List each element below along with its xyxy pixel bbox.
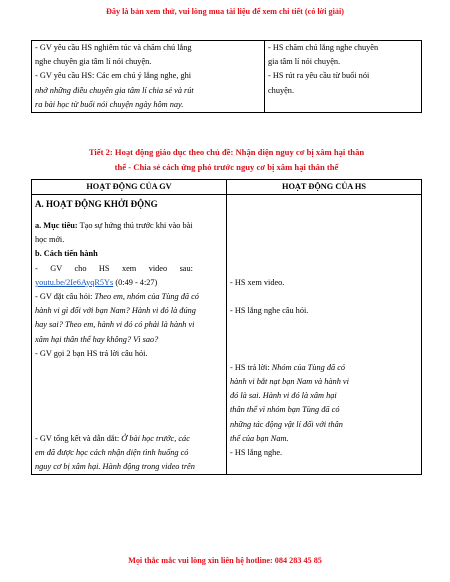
column-header-gv: HOẠT ĐỘNG CỦA GV [32,180,227,195]
hs-cell [265,41,422,113]
muc-tieu: a. Mục tiêu: Tạo sự hứng thú trước khi vào bài [35,221,193,230]
column-header-hs: HOẠT ĐỘNG CỦA HS [227,180,422,195]
gv-summary: em đã được học cách nhận diện tình huống có [35,448,189,457]
hs-answer: đó là sai. Hành vi đó là xâm hại [230,391,337,401]
gv-line: - GV yêu cầu HS nghiêm túc và chăm chú lắng [35,43,192,52]
hs-line: chuyện. [268,85,295,95]
section-title: A. HOẠT ĐỘNG KHỞI ĐỘNG [35,199,158,209]
gv-question: xâm hại thân thể hay không? Vì sao? [35,334,159,344]
video-line: - GV cho HS xem video sau: [35,263,193,273]
gv-line: nhớ những điều chuyên gia tâm lí chia sẻ và rút [35,85,194,95]
gv-question: - GV đặt câu hỏi: Theo em, nhóm của Tùng đã có [35,291,199,301]
hs-listen: - HS lắng nghe câu hỏi. [230,306,309,316]
hs-answer: - HS trả lời: Nhóm của Tùng đã có [230,362,346,372]
preview-banner: Đây là bản xem thử, vui lòng mua tài liệu để xem chi tiết (có lời giải) [105,7,344,16]
video-link-line: youtu.be/2Ie6AyqR5Ys (0:49 - 4:27) [35,277,158,287]
hs-answer: thân thể vì nhóm bạn Tùng đã có [230,405,340,415]
gv-question: hay sai? Theo em, hành vi đó có phải là hành vi [35,320,195,330]
hs-answer: hành vi bắt nạt bạn Nam và hành vi [230,377,349,387]
gv-summary: - GV tổng kết và dẫn dắt: Ở bài học trước, các [35,433,190,443]
hs-line: - HS chăm chú lắng nghe chuyên [268,43,379,52]
gv-line: nghe chuyên gia tâm lí nói chuyện. [35,57,152,67]
activity-table [31,179,422,475]
gv-line: - GV yêu cầu HS: Các em chú ý lắng nghe, ghi [35,71,192,81]
heading-line-2: thể - Chia sẻ cách ứng phó trước nguy cơ bị xâm hại thân thể [114,162,339,172]
hs-video: - HS xem video. [230,277,285,287]
gv-cell [32,195,227,475]
activity-table-continued [31,40,422,113]
hs-line: gia tâm lí nói chuyện. [268,57,341,67]
heading-line-1: Tiết 2: Hoạt động giáo dục theo chủ đề: Nhận diện nguy cơ bị xâm hại thân [88,147,365,157]
cach-tien-hanh: b. Cách tiến hành [35,249,98,259]
gv-cell [32,41,265,113]
hs-line: - HS rút ra yêu cầu từ buổi nói [268,71,370,81]
gv-call: - GV gọi 2 bạn HS trả lời câu hỏi. [35,348,148,358]
gv-summary: nguy cơ bị xâm hại. Hành động trong video trên [35,462,195,472]
muc-tieu-cont: học mới. [35,235,65,245]
hs-listen-2: - HS lắng nghe. [230,448,283,457]
hs-cell [227,195,422,475]
hotline-banner: Mọi thắc mắc vui lòng xin liên hệ hotline: 084 283 45 85 [128,556,322,565]
video-link[interactable]: youtu.be/2Ie6AyqR5Ys [35,277,114,287]
lesson-heading [31,145,422,175]
hs-answer: thể của bạn Nam. [230,433,289,443]
gv-question: hành vi gì đối với bạn Nam? Hành vi đó là đúng [35,306,196,316]
hs-answer: những tác động vật lí đối với thân [230,419,343,429]
gv-line: ra bài học từ buổi nói chuyện ngày hôm nay. [35,99,184,109]
